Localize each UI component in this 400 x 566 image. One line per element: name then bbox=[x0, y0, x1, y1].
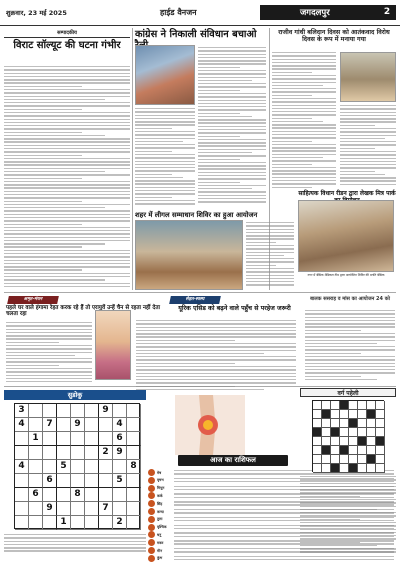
crossword-cell bbox=[331, 455, 340, 464]
crossword-cell bbox=[358, 464, 367, 473]
right-body-2 bbox=[340, 105, 396, 189]
crossword-cell bbox=[349, 446, 358, 455]
sudoku-cell bbox=[99, 460, 113, 474]
zodiac-sign-icon bbox=[148, 516, 155, 523]
sudoku-cell: 4 bbox=[15, 460, 29, 474]
sudoku-cell bbox=[43, 404, 57, 418]
crossword-cell bbox=[349, 464, 358, 473]
crossword-cell bbox=[376, 437, 385, 446]
health-headline: यूरिक एसिड को बढ़ने वाले पहुँच से परहेज जरूरी bbox=[178, 305, 291, 312]
crossword-cell bbox=[349, 437, 358, 446]
sudoku-cell bbox=[71, 404, 85, 418]
zodiac-sign-icon bbox=[148, 539, 155, 546]
sudoku-answer-text bbox=[4, 534, 146, 556]
crossword-cell bbox=[349, 455, 358, 464]
sudoku-cell bbox=[71, 502, 85, 516]
sudoku-cell bbox=[29, 404, 43, 418]
crossword-cell bbox=[331, 464, 340, 473]
crossword-cell bbox=[358, 401, 367, 410]
sudoku-cell bbox=[29, 460, 43, 474]
sudoku-cell bbox=[57, 502, 71, 516]
health-body bbox=[136, 320, 296, 392]
zodiac-sign-icon bbox=[148, 485, 155, 492]
sudoku-cell bbox=[127, 516, 141, 530]
zodiac-sign-name: मिथुन bbox=[157, 486, 165, 491]
crossword-cell bbox=[376, 428, 385, 437]
sudoku-cell bbox=[99, 418, 113, 432]
sudoku-cell bbox=[29, 502, 43, 516]
right-body bbox=[272, 52, 336, 190]
crossword-cell bbox=[367, 455, 376, 464]
sudoku-cell bbox=[113, 404, 127, 418]
editorial-headline: विराट सॉल्यूट की घटना गंभीर bbox=[13, 40, 121, 51]
crossword-cell bbox=[358, 437, 367, 446]
sudoku-cell bbox=[57, 418, 71, 432]
sudoku-cell bbox=[85, 432, 99, 446]
column-rule bbox=[132, 28, 133, 290]
sudoku-cell: 7 bbox=[99, 502, 113, 516]
crossword-cell bbox=[340, 464, 349, 473]
zodiac-sign-name: वृषभ bbox=[157, 478, 164, 483]
crossword-cell bbox=[340, 437, 349, 446]
amrit-headline: पहले घर वाले हंगामा रेहत करक रहे हैं तो एरायुवें उन्हें चैन से रहता नहीं देता चलता रहा bbox=[6, 305, 161, 318]
crossword-cell bbox=[376, 446, 385, 455]
crossword-cell bbox=[358, 455, 367, 464]
crossword-cell bbox=[367, 446, 376, 455]
sudoku-cell bbox=[113, 488, 127, 502]
sudoku-cell bbox=[15, 502, 29, 516]
sudoku-cell bbox=[43, 488, 57, 502]
zodiac-sign-name: कन्या bbox=[157, 509, 164, 514]
sudoku-cell: 2 bbox=[113, 516, 127, 530]
sudoku-cell bbox=[85, 446, 99, 460]
crossword-cell bbox=[322, 428, 331, 437]
sudoku-cell bbox=[29, 516, 43, 530]
crossword-cell bbox=[367, 419, 376, 428]
crossword-cell bbox=[376, 410, 385, 419]
sudoku-cell bbox=[127, 446, 141, 460]
sudoku-cell: 1 bbox=[57, 516, 71, 530]
crossword-cell bbox=[367, 410, 376, 419]
paper-name: हाईड वैनजन bbox=[160, 8, 197, 17]
sudoku-cell: 6 bbox=[29, 488, 43, 502]
sudoku-cell: 9 bbox=[71, 418, 85, 432]
crossword-cell bbox=[358, 419, 367, 428]
sudoku-cell: 2 bbox=[99, 446, 113, 460]
sudoku-cell bbox=[57, 432, 71, 446]
crossword-cell bbox=[322, 419, 331, 428]
zodiac-sign-icon bbox=[148, 477, 155, 484]
sudoku-cell bbox=[99, 488, 113, 502]
zodiac-sign-icon bbox=[148, 547, 155, 554]
crossword-section bbox=[300, 388, 396, 560]
sudoku-cell: 4 bbox=[15, 418, 29, 432]
sudoku-cell bbox=[57, 474, 71, 488]
crossword-cell bbox=[340, 410, 349, 419]
zodiac-sign-icon bbox=[148, 531, 155, 538]
crossword-cell bbox=[340, 455, 349, 464]
sudoku-cell bbox=[15, 446, 29, 460]
sudoku-cell: 9 bbox=[43, 502, 57, 516]
sudoku-cell bbox=[57, 446, 71, 460]
sudoku-cell: 5 bbox=[113, 474, 127, 488]
crossword-cell bbox=[313, 410, 322, 419]
sudoku-cell bbox=[99, 474, 113, 488]
child-headline: बालक ससराह व मांस का आयोजन 24 को bbox=[310, 296, 390, 302]
crossword-cell bbox=[313, 428, 322, 437]
crossword-cell bbox=[367, 428, 376, 437]
crossword-cell bbox=[313, 455, 322, 464]
sudoku-cell: 9 bbox=[99, 404, 113, 418]
crossword-cell bbox=[322, 464, 331, 473]
crossword-cell bbox=[331, 410, 340, 419]
zodiac-sign-name: कुंभ bbox=[157, 556, 163, 561]
sudoku-cell: 3 bbox=[15, 404, 29, 418]
sudoku-cell bbox=[29, 446, 43, 460]
sudoku-cell bbox=[113, 502, 127, 516]
crossword-cell bbox=[358, 428, 367, 437]
zodiac-sign-icon bbox=[148, 555, 155, 562]
crossword-cell bbox=[322, 455, 331, 464]
crossword-cell bbox=[340, 419, 349, 428]
crossword-cell bbox=[322, 437, 331, 446]
sudoku-cell bbox=[99, 516, 113, 530]
camp-headline: शहर में लीगल सम्माधान शिविर का हुआ आयोजन bbox=[135, 211, 258, 219]
sudoku-cell bbox=[85, 488, 99, 502]
crossword-clues bbox=[300, 476, 396, 558]
amrit-body bbox=[6, 322, 92, 384]
sudoku-cell bbox=[127, 432, 141, 446]
sudoku-cell bbox=[127, 418, 141, 432]
zodiac-sign-icon bbox=[148, 524, 155, 531]
sudoku-cell bbox=[15, 432, 29, 446]
sudoku-cell bbox=[57, 404, 71, 418]
child-body bbox=[305, 310, 395, 384]
crossword-cell bbox=[340, 428, 349, 437]
sudoku-cell bbox=[71, 432, 85, 446]
sudoku-cell: 8 bbox=[127, 460, 141, 474]
crossword-cell bbox=[313, 446, 322, 455]
sudoku-cell bbox=[127, 502, 141, 516]
sudoku-cell bbox=[15, 488, 29, 502]
crossword-cell bbox=[358, 446, 367, 455]
crossword-cell bbox=[367, 464, 376, 473]
sudoku-cell bbox=[15, 474, 29, 488]
crossword-cell bbox=[313, 401, 322, 410]
zodiac-sign-name: कर्क bbox=[157, 493, 163, 498]
hall-photo bbox=[298, 200, 394, 272]
rally-photo bbox=[135, 45, 195, 105]
sudoku-cell bbox=[71, 516, 85, 530]
sudoku-cell: 9 bbox=[113, 446, 127, 460]
amrit-tag: अमृत-मंथन bbox=[7, 296, 59, 304]
crossword-cell bbox=[349, 401, 358, 410]
sudoku-cell bbox=[71, 446, 85, 460]
crossword-cell bbox=[331, 428, 340, 437]
camp-body bbox=[246, 222, 294, 288]
sudoku-cell bbox=[43, 432, 57, 446]
crossword-cell bbox=[367, 437, 376, 446]
sudoku-cell: 1 bbox=[29, 432, 43, 446]
sudoku-cell: 5 bbox=[57, 460, 71, 474]
crossword-cell bbox=[322, 410, 331, 419]
sudoku-cell bbox=[43, 460, 57, 474]
zodiac-sign-icon bbox=[148, 508, 155, 515]
crossword-cell bbox=[349, 410, 358, 419]
crossword-cell bbox=[376, 401, 385, 410]
sudoku-cell: 8 bbox=[71, 488, 85, 502]
hall-caption: नगर में बेसिक मेडिकल टीम द्वारा आयोजित शिविर की प्रगति बेसिक bbox=[307, 273, 385, 277]
sudoku-cell bbox=[85, 516, 99, 530]
sudoku-grid bbox=[14, 403, 140, 529]
zodiac-sign-icon bbox=[148, 469, 155, 476]
sudoku-cell bbox=[85, 460, 99, 474]
zodiac-sign-name: धनु bbox=[157, 532, 162, 537]
sudoku-cell bbox=[127, 488, 141, 502]
lead-body-2 bbox=[135, 108, 195, 208]
meeting-photo bbox=[340, 52, 396, 102]
crossword-cell bbox=[349, 428, 358, 437]
sudoku-cell bbox=[71, 474, 85, 488]
crossword-cell bbox=[331, 437, 340, 446]
page-number: 2 bbox=[378, 5, 396, 20]
knee-joint-icon bbox=[175, 395, 245, 455]
crossword-cell bbox=[322, 401, 331, 410]
hall-headline: साहित्यक विधान रीडन द्वारा लेखक मित्र पार्क bbox=[298, 190, 396, 197]
crossword-cell bbox=[376, 419, 385, 428]
edition-name: जगदलपुर bbox=[260, 5, 385, 20]
lead-headline: कांग्रेस ने निकाली संविधान बचाओ bbox=[135, 29, 257, 40]
sudoku-cell bbox=[99, 432, 113, 446]
issue-date: शुक्रवार, 23 मई 2025 bbox=[6, 9, 67, 17]
sudoku-section bbox=[4, 390, 146, 558]
crossword-cell bbox=[376, 464, 385, 473]
zodiac-sign-name: मीन bbox=[157, 548, 163, 553]
sudoku-cell bbox=[29, 474, 43, 488]
sudoku-cell: 7 bbox=[43, 418, 57, 432]
sudoku-cell bbox=[85, 502, 99, 516]
sudoku-cell bbox=[85, 418, 99, 432]
crossword-cell bbox=[331, 401, 340, 410]
zodiac-sign-icon bbox=[148, 500, 155, 507]
sudoku-cell bbox=[85, 474, 99, 488]
sudoku-cell bbox=[127, 404, 141, 418]
zodiac-sign-name: तुला bbox=[157, 517, 163, 522]
right-headline: राजीव गांधी बलिदान दिवस को आतंकवाद विरोध दिवस के रूप में मनाया गया bbox=[278, 29, 390, 44]
sudoku-cell: 4 bbox=[113, 418, 127, 432]
editorial-column bbox=[4, 30, 130, 292]
camp-photo bbox=[135, 220, 243, 290]
knee-joint-photo bbox=[175, 395, 245, 455]
crossword-cell bbox=[349, 419, 358, 428]
sudoku-cell bbox=[43, 446, 57, 460]
crossword-cell bbox=[358, 410, 367, 419]
crossword-cell bbox=[376, 455, 385, 464]
zodiac-sign-name: मेष bbox=[157, 470, 162, 475]
page-header bbox=[0, 0, 400, 26]
crossword-cell bbox=[313, 464, 322, 473]
horoscope-title: आज का राशिफल bbox=[178, 455, 288, 466]
health-tag: सेहत-स्वस्थ bbox=[169, 296, 221, 304]
woman-photo bbox=[95, 310, 131, 380]
zodiac-sign-icon bbox=[148, 492, 155, 499]
sudoku-cell bbox=[57, 488, 71, 502]
crossword-cell bbox=[331, 419, 340, 428]
editorial-body bbox=[4, 66, 130, 290]
zodiac-sign-name: मकर bbox=[157, 540, 164, 545]
crossword-cell bbox=[340, 446, 349, 455]
sudoku-cell bbox=[29, 418, 43, 432]
sudoku-title: सुडोकु bbox=[4, 390, 146, 400]
lead-body bbox=[198, 47, 266, 207]
sudoku-cell bbox=[113, 460, 127, 474]
zodiac-sign-name: सिंह bbox=[157, 501, 163, 506]
sudoku-cell: 6 bbox=[43, 474, 57, 488]
crossword-grid bbox=[312, 400, 384, 472]
section-rule bbox=[4, 292, 396, 293]
crossword-cell bbox=[313, 437, 322, 446]
sudoku-cell bbox=[71, 460, 85, 474]
zodiac-sign-name: वृश्चिक bbox=[157, 525, 167, 530]
sudoku-cell bbox=[85, 404, 99, 418]
crossword-cell bbox=[331, 446, 340, 455]
editorial-label: सम्पादकीय bbox=[4, 30, 130, 38]
sudoku-cell bbox=[127, 474, 141, 488]
sudoku-cell bbox=[43, 516, 57, 530]
crossword-cell bbox=[313, 419, 322, 428]
sudoku-cell: 6 bbox=[113, 432, 127, 446]
crossword-cell bbox=[367, 401, 376, 410]
sudoku-cell bbox=[15, 516, 29, 530]
crossword-title: वर्ग पहेली bbox=[300, 388, 396, 397]
crossword-cell bbox=[340, 401, 349, 410]
crossword-cell bbox=[322, 446, 331, 455]
